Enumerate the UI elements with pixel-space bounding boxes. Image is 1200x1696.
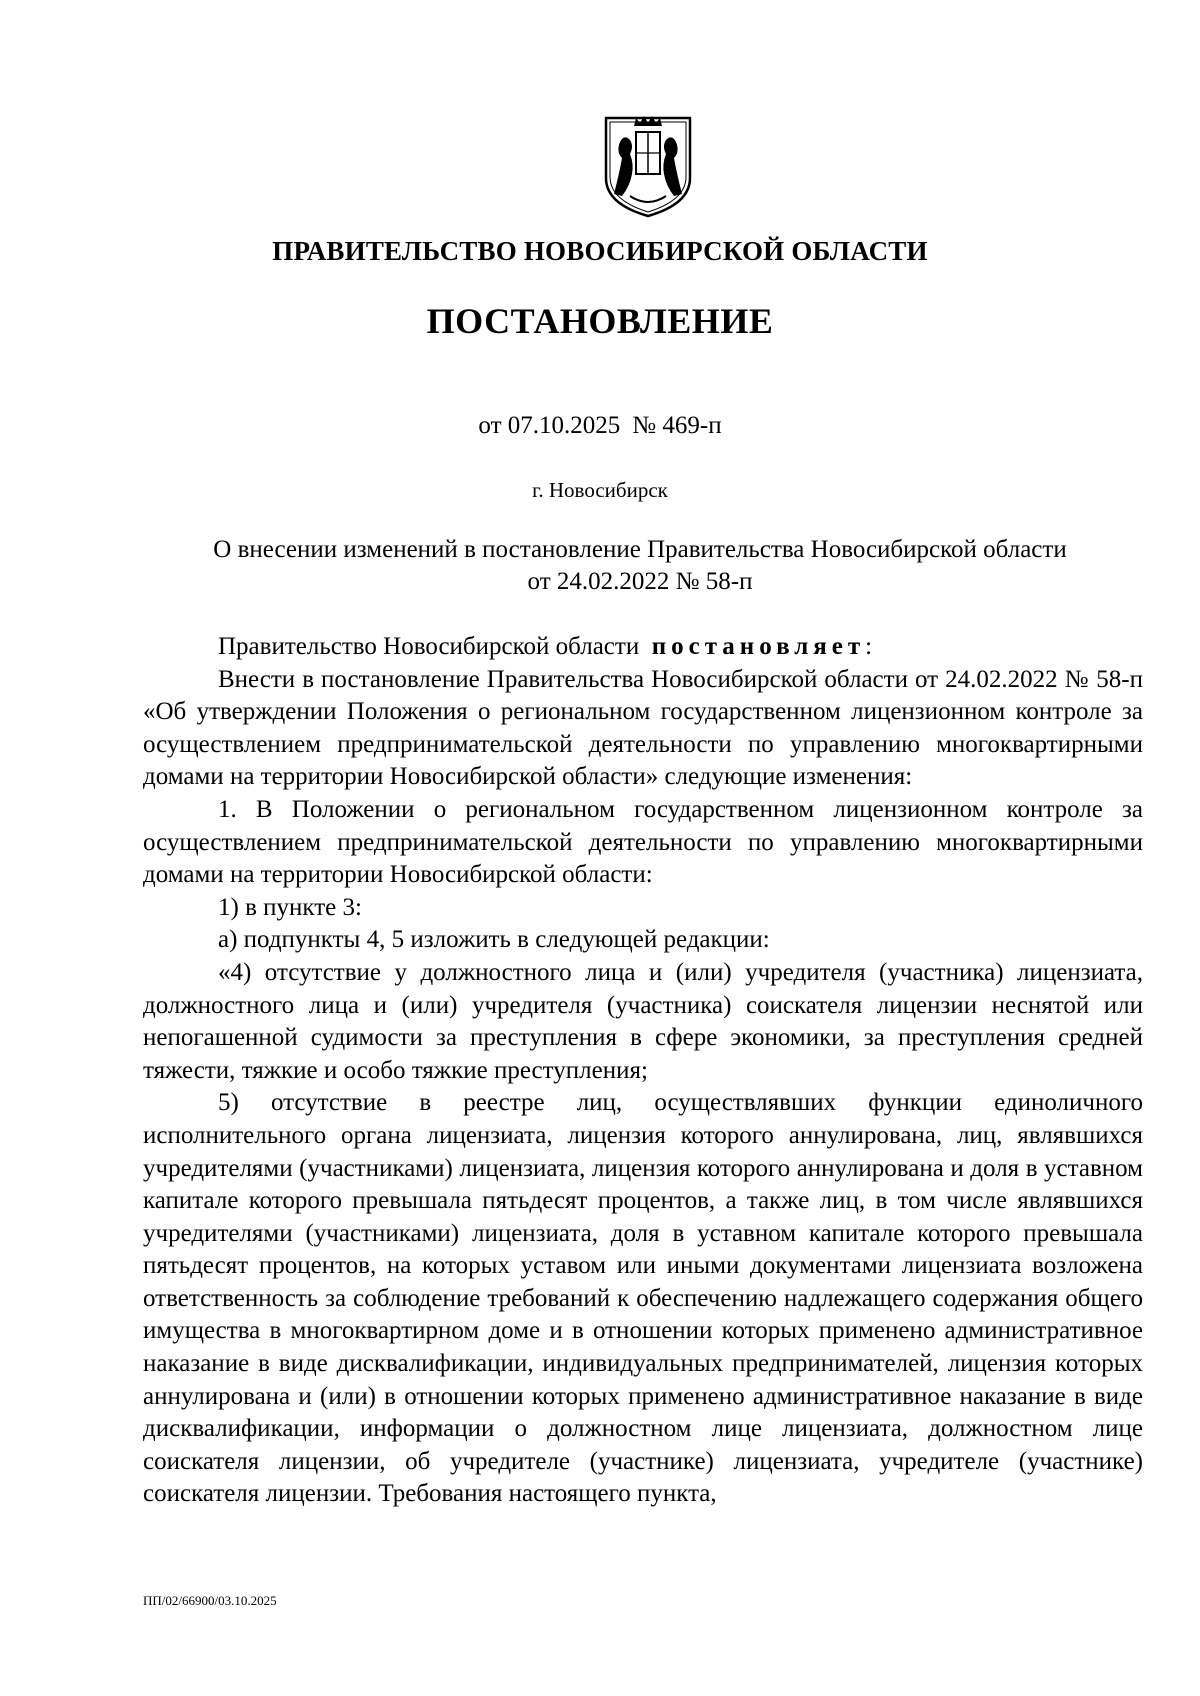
organization-name: ПРАВИТЕЛЬСТВО НОВОСИБИРСКОЙ ОБЛАСТИ — [272, 236, 928, 266]
resolves-keyword: постановляет — [651, 633, 866, 660]
body-paragraph-6: 5) отсутствие в реестре лиц, осуществлявших функции единоличного исполнительного органа лицензиата, лицензия которого аннулирована, лиц, являвшихся учредителями (участниками) лицензиата, лицензия которого аннулирована и доля в уставном капитале которого превышала пятьдесят процентов, а также лиц, в том числе являвшихся учредителями (участниками) лицензиата, доля в уставном капитале которого превышала пятьдесят процентов, на которых уставом или иными документами лицензиата возложена ответственность за соблюдение требований к обеспечению надлежащего содержания общего имущества в многоквартирном доме и в отношении которых применено административное наказание в виде дисквалификации, индивидуальных предпринимателей, лицензия которых аннулирована и (или) в отношении которых применено административное наказание в виде дисквалификации, информации о должностном лице лицензиата, должностном лице соискателя лицензии, об учредителе (участнике) лицензиата, учредителе (участнике) соискателя лицензии. Требования настоящего пункта, — [143, 1089, 1143, 1508]
body-paragraph-2: 1. В Положении о региональном государственном лицензионном контроле за осуществлением предпринимательской деятельности по управлению многоквартирными домами на территории Новосибирской области: — [143, 795, 1143, 889]
subject-line-2: от 24.02.2022 № 58-п — [527, 568, 753, 595]
document-type-title: ПОСТАНОВЛЕНИЕ — [426, 301, 774, 341]
document-date-number — [0, 412, 1200, 440]
body-paragraph-1: Внести в постановление Правительства Новосибирской области от 24.02.2022 № 58-п «Об утверждении Положения о региональном государственном лицензионном контроле за осуществлением предпринимательской деятельности по управлению многоквартирными домами на территории Новосибирской области» следующие изменения: — [143, 665, 1143, 791]
document-number: № 469-п — [632, 412, 722, 439]
document-date: от 07.10.2025 — [478, 412, 621, 439]
body-paragraph-5: «4) отсутствие у должностного лица и (или) учредителя (участника) лицензиата, должностного лица и (или) учредителя (участника) соискателя лицензии неснятой или непогашенной судимости за преступления в сфере экономики, за преступления средней тяжести, тяжкие и особо тяжкие преступления; — [143, 958, 1143, 1084]
document-body — [143, 631, 1143, 1511]
resolution-intro — [143, 631, 1143, 664]
document-city: г. Новосибирск — [532, 478, 668, 502]
coat-of-arms-emblem — [600, 112, 696, 220]
body-paragraph-4: а) подпункты 4, 5 изложить в следующей редакции: — [218, 926, 770, 954]
subject-line-1: О внесении изменений в постановление Правительства Новосибирской области — [213, 536, 1067, 563]
intro-suffix: : — [865, 633, 873, 660]
footer-registration-code: ПП/02/66900/03.10.2025 — [143, 1593, 277, 1608]
document-subject — [140, 534, 1140, 598]
intro-prefix: Правительство Новосибирской области — [218, 633, 640, 660]
body-paragraph-3: 1) в пункте 3: — [218, 893, 362, 921]
